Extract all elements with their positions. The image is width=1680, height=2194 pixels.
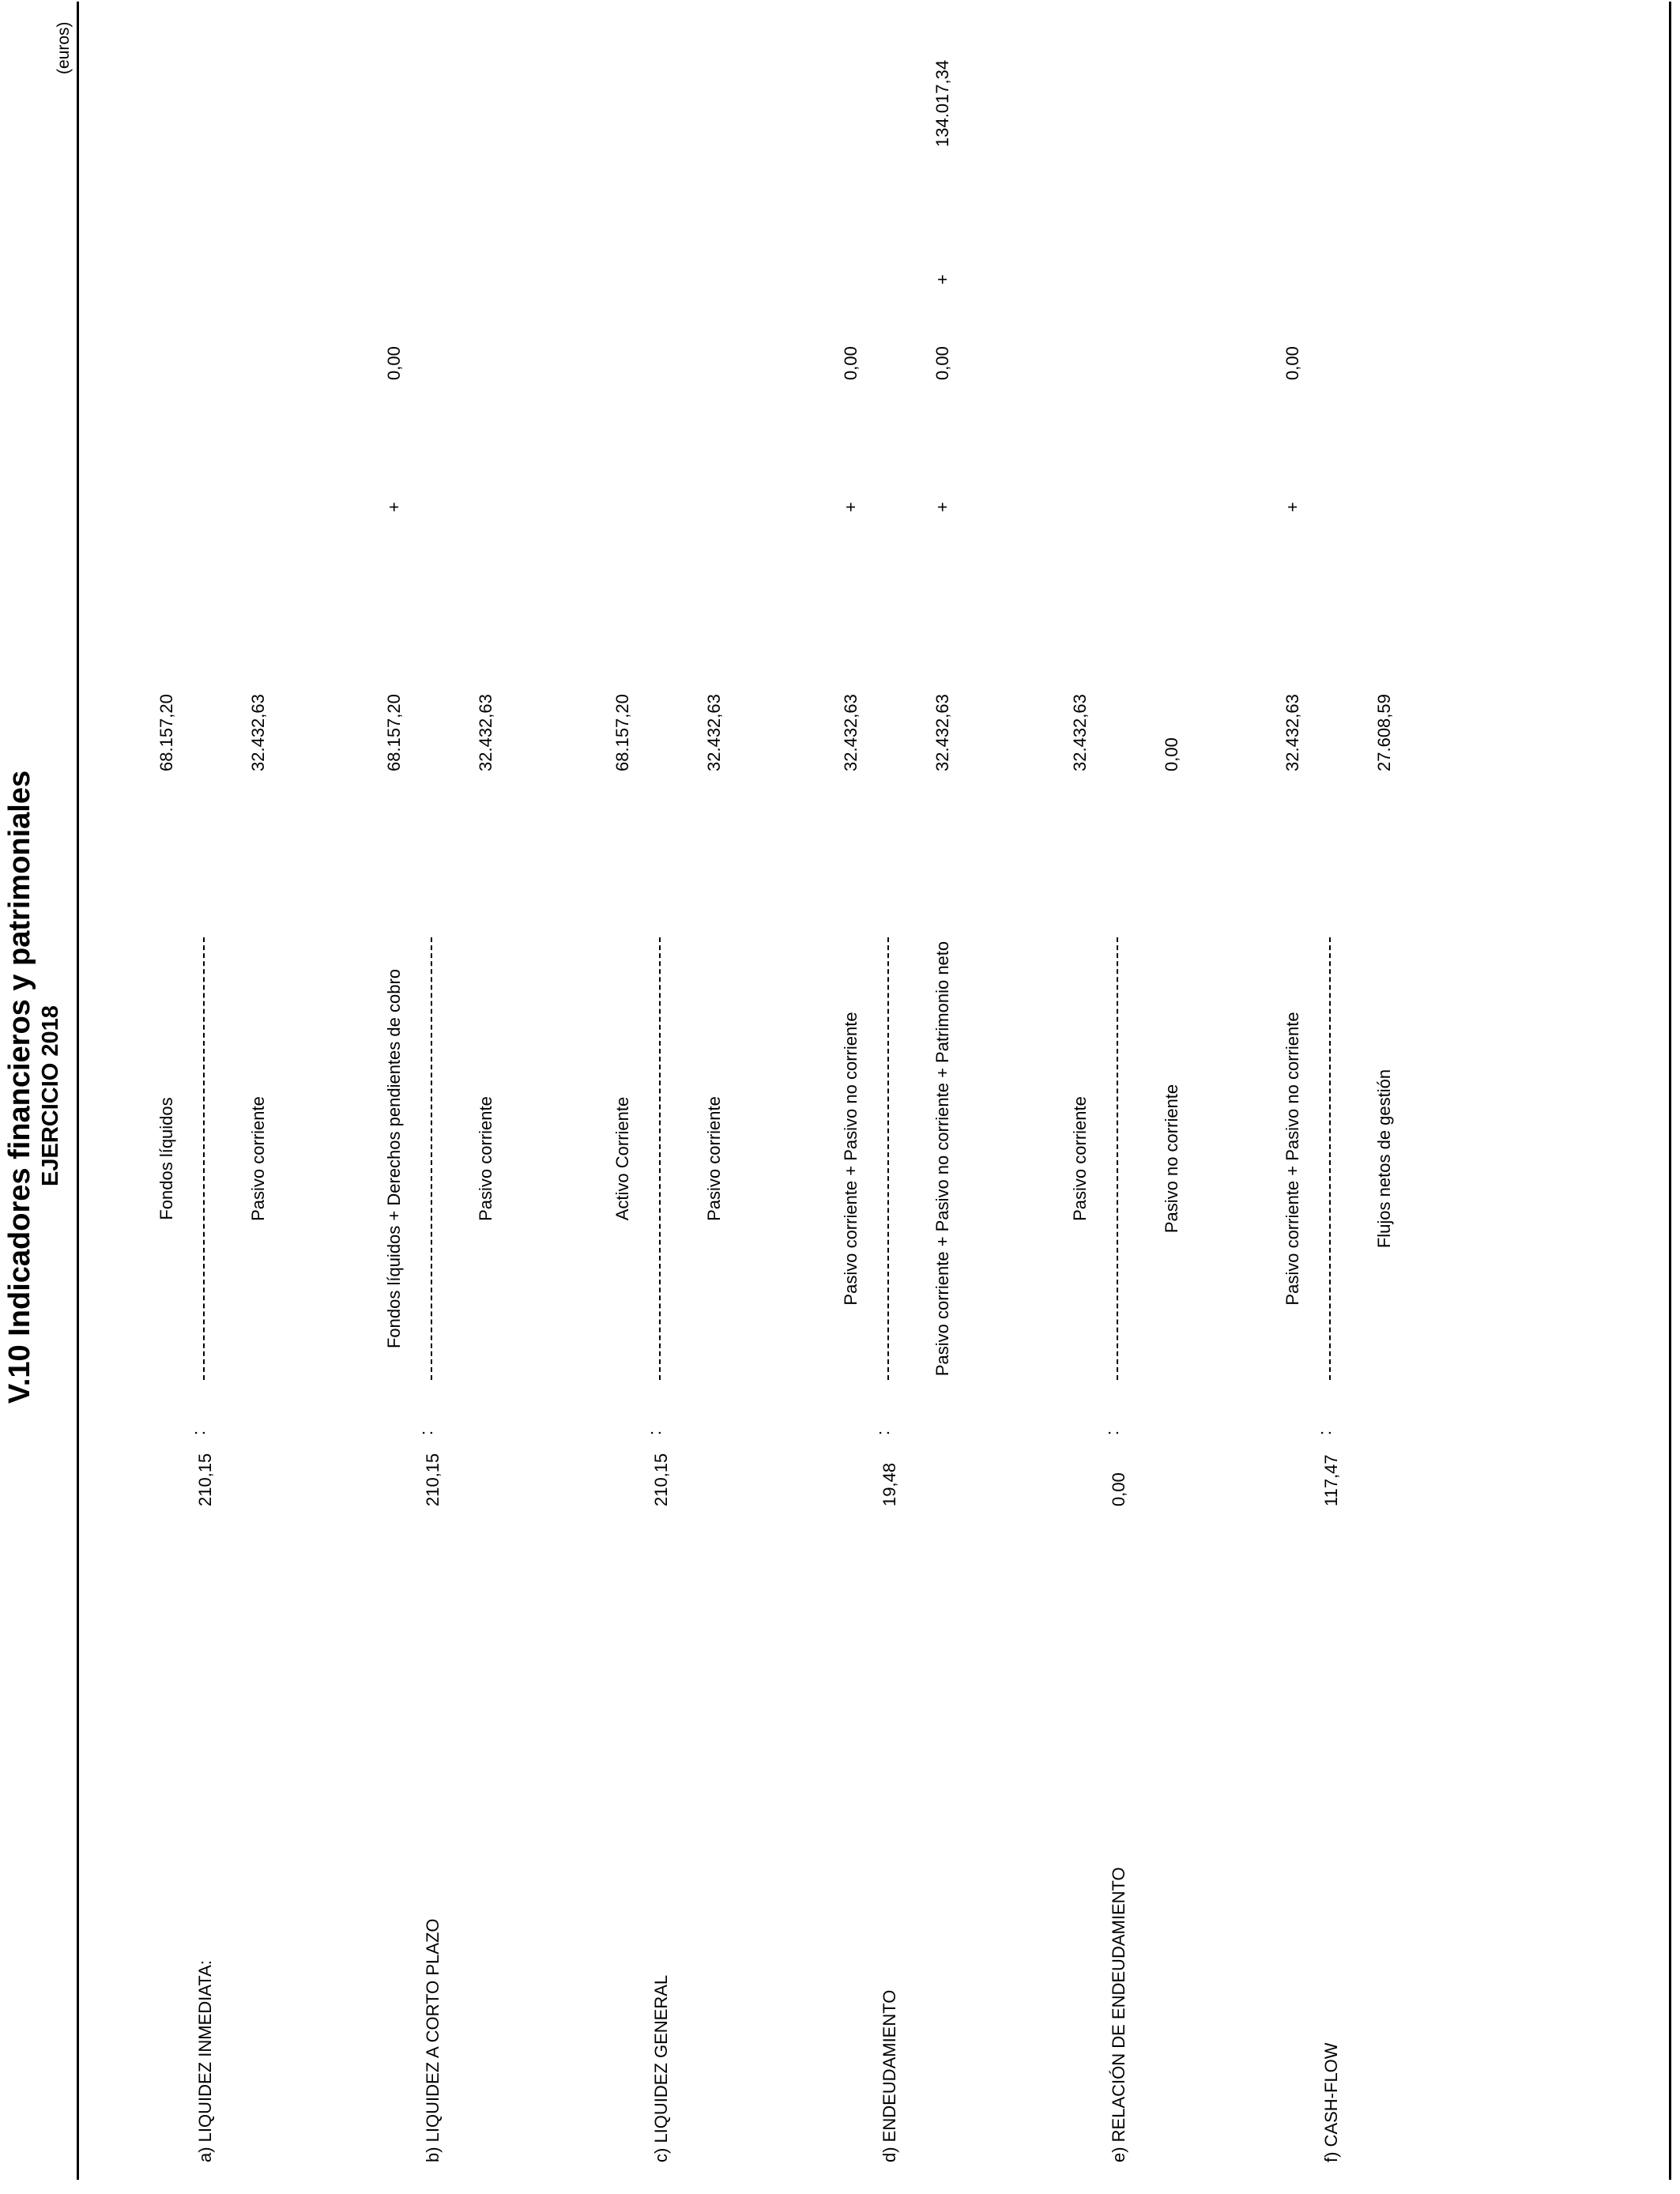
fraction-line xyxy=(431,937,432,1380)
fraction-line xyxy=(203,937,205,1380)
indicator-label: f) CASH-FLOW xyxy=(1321,2042,1341,2162)
indicator-label: a) LIQUIDEZ INMEDIATA: xyxy=(195,1960,215,2162)
indicator-label: d) ENDEUDAMIENTO xyxy=(880,1989,899,2162)
indicator-label: b) LIQUIDEZ A CORTO PLAZO xyxy=(423,1918,443,2162)
denominator-text: Pasivo corriente xyxy=(476,1096,495,1221)
indicator-value: 210,15 xyxy=(423,1453,443,1506)
unit-label: (euros) xyxy=(55,21,73,74)
denominator-value: 134.017,34 xyxy=(932,59,952,147)
indicator-colon: : xyxy=(416,1430,436,1435)
fraction-line xyxy=(1329,937,1331,1380)
plus-sign: + xyxy=(1283,502,1302,512)
top-rule xyxy=(77,2,79,2180)
fraction-line xyxy=(659,937,661,1380)
numerator-text: Pasivo corriente xyxy=(1070,1096,1090,1221)
indicator-label: c) LIQUIDEZ GENERAL xyxy=(651,1974,671,2162)
plus-sign: + xyxy=(932,274,952,285)
indicator-value: 210,15 xyxy=(195,1453,215,1506)
numerator-value: 32.432,63 xyxy=(1070,694,1090,771)
denominator-value: 32.432,63 xyxy=(248,694,268,771)
numerator-value: 0,00 xyxy=(1283,346,1302,380)
numerator-text: Activo Corriente xyxy=(612,1096,632,1221)
indicator-value: 117,47 xyxy=(1321,1454,1341,1506)
denominator-text: Pasivo corriente xyxy=(704,1096,724,1221)
numerator-value: 32.432,63 xyxy=(841,694,861,771)
page-title: V.10 Indicadores financieros y patrimoniales xyxy=(3,770,36,1404)
numerator-value: 68.157,20 xyxy=(612,694,632,771)
numerator-value: 68.157,20 xyxy=(156,694,176,771)
denominator-value: 0,00 xyxy=(932,346,952,380)
indicator-value: 19,48 xyxy=(880,1462,899,1506)
indicator-colon: : xyxy=(1315,1430,1335,1435)
indicator-value: 210,15 xyxy=(651,1453,671,1506)
numerator-text: Pasivo corriente + Pasivo no corriente xyxy=(841,1012,861,1306)
denominator-value: 32.432,63 xyxy=(932,694,952,771)
fraction-line xyxy=(887,937,889,1380)
denominator-value: 32.432,63 xyxy=(704,694,724,771)
numerator-value: 0,00 xyxy=(841,346,861,380)
denominator-value: 0,00 xyxy=(1162,737,1181,771)
indicator-label: e) RELACIÓN DE ENDEUDAMIENTO xyxy=(1109,1867,1128,2162)
numerator-value: 0,00 xyxy=(384,346,404,380)
denominator-value: 27.608,59 xyxy=(1374,694,1394,771)
indicator-value: 0,00 xyxy=(1109,1472,1128,1506)
plus-sign: + xyxy=(384,502,404,512)
denominator-text: Pasivo corriente + Pasivo no corriente + Patrimonio neto xyxy=(932,941,952,1377)
numerator-text: Pasivo corriente + Pasivo no corriente xyxy=(1283,1012,1302,1306)
numerator-value: 32.432,63 xyxy=(1283,694,1302,771)
denominator-text: Pasivo corriente xyxy=(248,1096,268,1221)
numerator-value: 68.157,20 xyxy=(384,694,404,771)
bottom-rule xyxy=(1669,2,1671,2180)
indicator-colon: : xyxy=(189,1430,209,1435)
indicator-colon: : xyxy=(645,1430,665,1435)
plus-sign: + xyxy=(841,502,861,512)
plus-sign: + xyxy=(932,502,952,512)
numerator-text: Fondos líquidos + Derechos pendientes de cobro xyxy=(384,968,404,1349)
denominator-text: Flujos netos de gestión xyxy=(1374,1069,1394,1249)
indicator-colon: : xyxy=(873,1430,893,1435)
indicator-colon: : xyxy=(1102,1430,1122,1435)
fraction-line xyxy=(1117,937,1118,1380)
page-subtitle: EJERCICIO 2018 xyxy=(38,1005,63,1186)
numerator-text: Fondos líquidos xyxy=(156,1097,176,1220)
denominator-text: Pasivo no corriente xyxy=(1162,1084,1181,1234)
denominator-value: 32.432,63 xyxy=(476,694,495,771)
